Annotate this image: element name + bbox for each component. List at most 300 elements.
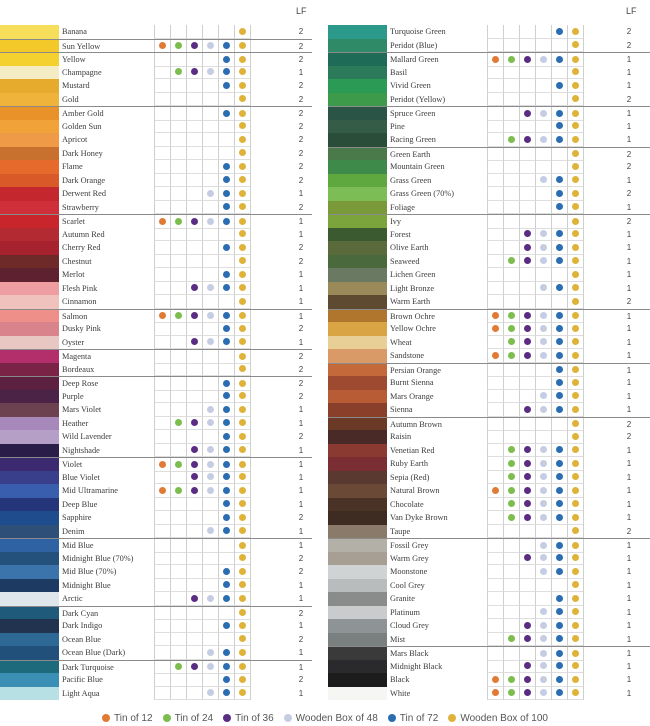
availability-cell <box>218 390 234 404</box>
availability-cell <box>535 282 551 296</box>
lightfastness-value: 1 <box>298 217 304 226</box>
color-row <box>328 93 650 107</box>
availability-cell <box>503 25 519 39</box>
color-name: Mallard Green <box>390 55 439 64</box>
color-row <box>328 538 650 553</box>
color-row <box>328 471 650 485</box>
availability-cell <box>154 66 170 80</box>
availability-dot-icon <box>572 542 579 549</box>
lightfastness-value: 1 <box>626 499 632 509</box>
lightfastness-value: 1 <box>626 661 632 671</box>
availability-cell <box>170 661 186 675</box>
color-row <box>328 228 650 242</box>
availability-cell <box>535 255 551 269</box>
availability-cell <box>567 498 583 512</box>
lightfastness-value: 1 <box>298 662 304 672</box>
availability-dot-icon <box>556 56 563 63</box>
availability-cell <box>218 430 234 444</box>
color-swatch <box>0 133 59 147</box>
availability-cell <box>234 336 250 350</box>
availability-cell <box>170 93 186 107</box>
color-name: Sienna <box>390 405 413 414</box>
lightfastness-value: 1 <box>298 460 304 469</box>
availability-cell <box>503 552 519 566</box>
availability-cell <box>551 215 567 229</box>
availability-cell <box>234 201 250 215</box>
color-row <box>328 457 650 471</box>
color-name: Ocean Blue (Dark) <box>62 648 126 657</box>
availability-cell <box>535 498 551 512</box>
availability-cell <box>186 390 202 404</box>
color-name: Olive Earth <box>390 243 429 252</box>
color-name: Chocolate <box>390 499 424 509</box>
color-row <box>0 160 312 174</box>
color-name: Mid Ultramarine <box>62 486 118 495</box>
availability-dot-icon <box>524 136 531 143</box>
availability-cell <box>487 444 503 458</box>
availability-dot-icon <box>540 568 547 575</box>
availability-cell <box>487 148 503 162</box>
availability-cell <box>202 228 218 242</box>
availability-cell <box>234 673 250 687</box>
availability-dot-icon <box>207 218 214 225</box>
availability-dot-icon <box>159 461 166 468</box>
availability-dot-icon <box>223 325 230 332</box>
availability-dot-icon <box>239 257 246 264</box>
availability-dot-icon <box>239 244 246 251</box>
availability-cell <box>186 187 202 201</box>
color-row <box>328 525 650 539</box>
color-name: Cool Grey <box>390 580 425 590</box>
lightfastness-value: 1 <box>298 648 304 657</box>
legend-item <box>163 713 214 724</box>
lightfastness-value: 1 <box>626 55 632 64</box>
availability-cell <box>218 66 234 80</box>
color-swatch <box>328 228 387 242</box>
availability-cell <box>551 120 567 134</box>
availability-cell <box>567 255 583 269</box>
availability-cell <box>234 525 250 539</box>
availability-cell <box>503 336 519 350</box>
availability-cell <box>551 633 567 647</box>
availability-dot-icon <box>207 406 214 413</box>
availability-cell <box>519 39 535 53</box>
availability-dot-icon <box>223 56 230 63</box>
availability-cell <box>487 565 503 579</box>
availability-cell <box>186 417 202 431</box>
color-swatch <box>0 458 59 472</box>
availability-dot-icon <box>524 244 531 251</box>
lightfastness-value: 1 <box>626 135 632 144</box>
lightfastness-value: 1 <box>626 594 632 603</box>
lightfastness-value: 1 <box>298 189 304 198</box>
color-name: Black <box>390 675 410 684</box>
availability-dot-icon <box>524 325 531 332</box>
availability-dot-icon <box>524 110 531 117</box>
availability-dot-icon <box>191 312 198 319</box>
availability-cell <box>535 390 551 404</box>
color-row <box>328 255 650 269</box>
availability-cell <box>503 444 519 458</box>
availability-cell <box>154 53 170 67</box>
availability-dot-icon <box>556 608 563 615</box>
color-row <box>0 592 312 606</box>
availability-dot-icon <box>239 473 246 480</box>
lightfastness-value: 2 <box>298 513 304 522</box>
legend-item <box>388 713 439 724</box>
availability-cell <box>535 539 551 553</box>
availability-dot-icon <box>191 461 198 468</box>
color-name: Granite <box>390 594 415 603</box>
availability-dot-icon <box>223 218 230 225</box>
color-swatch <box>0 201 59 215</box>
availability-cell <box>170 215 186 229</box>
color-row <box>0 579 312 593</box>
availability-cell <box>234 498 250 512</box>
availability-dot-icon <box>540 312 547 319</box>
availability-cell <box>186 255 202 269</box>
color-swatch <box>328 552 387 566</box>
availability-cell <box>487 430 503 444</box>
availability-dot-icon <box>239 68 246 75</box>
availability-cell <box>519 201 535 215</box>
color-row <box>0 565 312 579</box>
availability-cell <box>202 107 218 121</box>
color-name: Dark Indigo <box>62 621 103 630</box>
lightfastness-value: 2 <box>298 432 304 441</box>
color-swatch <box>328 201 387 215</box>
availability-cell <box>186 79 202 93</box>
availability-dot-icon <box>540 689 547 696</box>
color-row <box>0 673 312 687</box>
availability-cell <box>487 255 503 269</box>
lightfastness-value: 1 <box>626 649 632 658</box>
color-row <box>0 201 312 215</box>
availability-cell <box>170 241 186 255</box>
color-name: Peridot (Blue) <box>390 40 438 50</box>
availability-cell <box>519 552 535 566</box>
availability-cell <box>567 552 583 566</box>
availability-cell <box>503 471 519 485</box>
availability-cell <box>567 364 583 378</box>
availability-dot-icon <box>572 554 579 561</box>
availability-cell <box>234 282 250 296</box>
availability-dot-icon <box>239 325 246 332</box>
color-name: Moonstone <box>390 567 428 576</box>
color-row <box>0 174 312 188</box>
lightfastness-value: 1 <box>626 270 632 279</box>
availability-cell <box>567 322 583 336</box>
availability-cell <box>170 458 186 472</box>
lightfastness-value: 1 <box>626 311 632 321</box>
lf-column-header: LF <box>626 6 637 16</box>
color-name: Oyster <box>62 337 85 347</box>
availability-cell <box>535 174 551 188</box>
availability-dot-icon <box>508 500 515 507</box>
availability-cell <box>503 174 519 188</box>
availability-cell <box>519 539 535 553</box>
color-swatch <box>328 349 387 363</box>
color-swatch <box>328 336 387 350</box>
color-swatch <box>0 673 59 687</box>
lightfastness-value: 1 <box>626 675 632 684</box>
availability-dot-icon <box>572 271 579 278</box>
availability-cell <box>234 187 250 201</box>
availability-cell <box>186 525 202 539</box>
availability-dot-icon <box>556 542 563 549</box>
availability-dot-icon <box>572 366 579 373</box>
lightfastness-value: 1 <box>626 229 632 239</box>
availability-dot-icon <box>223 527 230 534</box>
availability-cell <box>519 511 535 525</box>
availability-dot-icon <box>223 190 230 197</box>
color-row <box>328 646 650 661</box>
availability-cell <box>234 471 250 485</box>
color-swatch <box>328 592 387 606</box>
color-swatch <box>0 607 59 621</box>
availability-dot-icon <box>223 622 230 629</box>
availability-cell <box>170 255 186 269</box>
color-name: Raisin <box>390 432 412 441</box>
availability-dot-icon <box>540 284 547 291</box>
legend-label: Tin of 36 <box>235 712 274 724</box>
availability-dot-icon <box>239 42 246 49</box>
availability-dot-icon <box>191 419 198 426</box>
color-swatch <box>328 376 387 390</box>
legend-item <box>284 713 378 724</box>
availability-cell <box>154 458 170 472</box>
color-row <box>0 660 312 675</box>
lightfastness-value: 2 <box>626 432 632 441</box>
color-name: Ivy <box>390 217 402 226</box>
lightfastness-value: 2 <box>626 419 632 429</box>
color-row <box>0 25 312 39</box>
lightfastness-value: 1 <box>298 472 304 482</box>
color-swatch <box>0 619 59 633</box>
color-swatch <box>328 619 387 633</box>
availability-dot-icon <box>524 406 531 413</box>
availability-cell <box>154 79 170 93</box>
color-swatch <box>0 661 59 675</box>
availability-cell <box>567 148 583 162</box>
color-row <box>328 79 650 93</box>
availability-cell <box>535 484 551 498</box>
availability-cell <box>503 647 519 661</box>
lightfastness-value: 1 <box>626 175 632 185</box>
lightfastness-value: 1 <box>298 594 304 603</box>
color-swatch <box>0 40 59 54</box>
color-swatch <box>0 255 59 269</box>
availability-dot-icon <box>524 622 531 629</box>
availability-dot-icon <box>239 95 246 102</box>
availability-cell <box>186 120 202 134</box>
lightfastness-value: 2 <box>626 526 632 536</box>
availability-cell <box>170 201 186 215</box>
availability-dot-icon <box>159 218 166 225</box>
availability-cell <box>503 39 519 53</box>
availability-cell <box>503 187 519 201</box>
availability-cell <box>551 322 567 336</box>
availability-dot-icon <box>556 392 563 399</box>
availability-dot-icon <box>572 527 579 534</box>
availability-dot-icon <box>572 150 579 157</box>
availability-cell <box>234 53 250 67</box>
availability-cell <box>170 120 186 134</box>
availability-cell <box>535 687 551 701</box>
availability-cell <box>487 93 503 107</box>
color-name: Denim <box>62 526 85 536</box>
availability-dot-icon <box>556 284 563 291</box>
availability-cell <box>202 403 218 417</box>
availability-cell <box>487 579 503 593</box>
color-row <box>0 390 312 404</box>
availability-cell <box>170 579 186 593</box>
availability-dot-icon <box>540 446 547 453</box>
color-row <box>328 309 650 324</box>
availability-dot-icon <box>239 527 246 534</box>
availability-cell <box>154 484 170 498</box>
availability-cell <box>170 228 186 242</box>
lightfastness-value: 2 <box>298 135 304 144</box>
color-swatch <box>328 539 387 553</box>
availability-cell <box>170 147 186 161</box>
availability-cell <box>503 228 519 242</box>
lightfastness-value: 2 <box>298 352 304 361</box>
lightfastness-value: 2 <box>626 297 632 306</box>
availability-cell <box>535 619 551 633</box>
availability-dot-icon <box>524 257 531 264</box>
availability-cell <box>154 120 170 134</box>
availability-dot-icon <box>508 136 515 143</box>
availability-cell <box>535 525 551 539</box>
availability-cell <box>487 390 503 404</box>
availability-cell <box>218 295 234 309</box>
availability-cell <box>535 215 551 229</box>
availability-dot-icon <box>572 312 579 319</box>
lightfastness-value: 1 <box>626 109 632 118</box>
availability-cell <box>234 268 250 282</box>
availability-cell <box>567 349 583 363</box>
availability-cell <box>186 160 202 174</box>
color-name: Mustard <box>62 81 90 90</box>
color-row <box>0 241 312 255</box>
lightfastness-value: 1 <box>626 621 632 630</box>
availability-cell <box>551 187 567 201</box>
availability-dot-icon <box>239 271 246 278</box>
availability-cell <box>170 107 186 121</box>
availability-cell <box>535 39 551 53</box>
availability-cell <box>234 295 250 309</box>
availability-dot-icon <box>572 338 579 345</box>
color-name: Magenta <box>62 352 92 361</box>
availability-cell <box>186 565 202 579</box>
availability-cell <box>186 322 202 336</box>
availability-cell <box>567 619 583 633</box>
availability-cell <box>567 430 583 444</box>
availability-dot-icon <box>524 662 531 669</box>
availability-dot-icon <box>492 56 499 63</box>
color-name: Wheat <box>390 337 412 347</box>
availability-cell <box>154 322 170 336</box>
availability-cell <box>218 552 234 566</box>
availability-cell <box>218 147 234 161</box>
color-row <box>0 511 312 525</box>
availability-cell <box>503 484 519 498</box>
color-swatch <box>0 66 59 80</box>
color-swatch <box>0 93 59 107</box>
availability-cell <box>170 539 186 553</box>
availability-cell <box>487 39 503 53</box>
color-row <box>0 147 312 161</box>
availability-dot-icon <box>508 338 515 345</box>
lightfastness-value: 2 <box>298 324 304 333</box>
availability-cell <box>487 241 503 255</box>
color-row <box>0 255 312 269</box>
availability-cell <box>551 349 567 363</box>
color-name: Green Earth <box>390 149 431 159</box>
availability-cell <box>154 107 170 121</box>
availability-cell <box>154 363 170 377</box>
availability-dot-icon <box>556 676 563 683</box>
availability-cell <box>519 282 535 296</box>
availability-dot-icon <box>207 68 214 75</box>
legend-dot-icon <box>163 714 171 722</box>
availability-cell <box>519 471 535 485</box>
availability-dot-icon <box>175 312 182 319</box>
availability-dot-icon <box>540 230 547 237</box>
availability-cell <box>519 430 535 444</box>
availability-cell <box>487 174 503 188</box>
availability-cell <box>154 25 170 39</box>
availability-cell <box>567 484 583 498</box>
availability-cell <box>202 430 218 444</box>
color-name: Purple <box>62 391 84 401</box>
availability-dot-icon <box>239 122 246 129</box>
availability-cell <box>202 25 218 39</box>
availability-dot-icon <box>572 392 579 399</box>
availability-cell <box>487 120 503 134</box>
availability-cell <box>186 619 202 633</box>
availability-dot-icon <box>239 635 246 642</box>
availability-cell <box>186 282 202 296</box>
color-swatch <box>0 25 59 39</box>
lightfastness-value: 1 <box>626 337 632 347</box>
color-swatch <box>328 39 387 53</box>
color-row <box>0 633 312 647</box>
availability-cell <box>218 174 234 188</box>
color-row <box>328 187 650 201</box>
availability-cell <box>519 579 535 593</box>
availability-cell <box>487 25 503 39</box>
color-row <box>0 646 312 660</box>
availability-dot-icon <box>556 689 563 696</box>
availability-cell <box>567 282 583 296</box>
availability-cell <box>503 687 519 701</box>
availability-cell <box>519 633 535 647</box>
availability-cell <box>519 107 535 121</box>
availability-cell <box>202 444 218 458</box>
availability-dot-icon <box>239 110 246 117</box>
availability-cell <box>535 120 551 134</box>
availability-dot-icon <box>524 460 531 467</box>
availability-cell <box>186 607 202 621</box>
color-row <box>328 66 650 80</box>
availability-cell <box>551 565 567 579</box>
availability-dot-icon <box>540 487 547 494</box>
legend-item <box>223 713 274 724</box>
availability-cell <box>519 484 535 498</box>
availability-dot-icon <box>572 662 579 669</box>
